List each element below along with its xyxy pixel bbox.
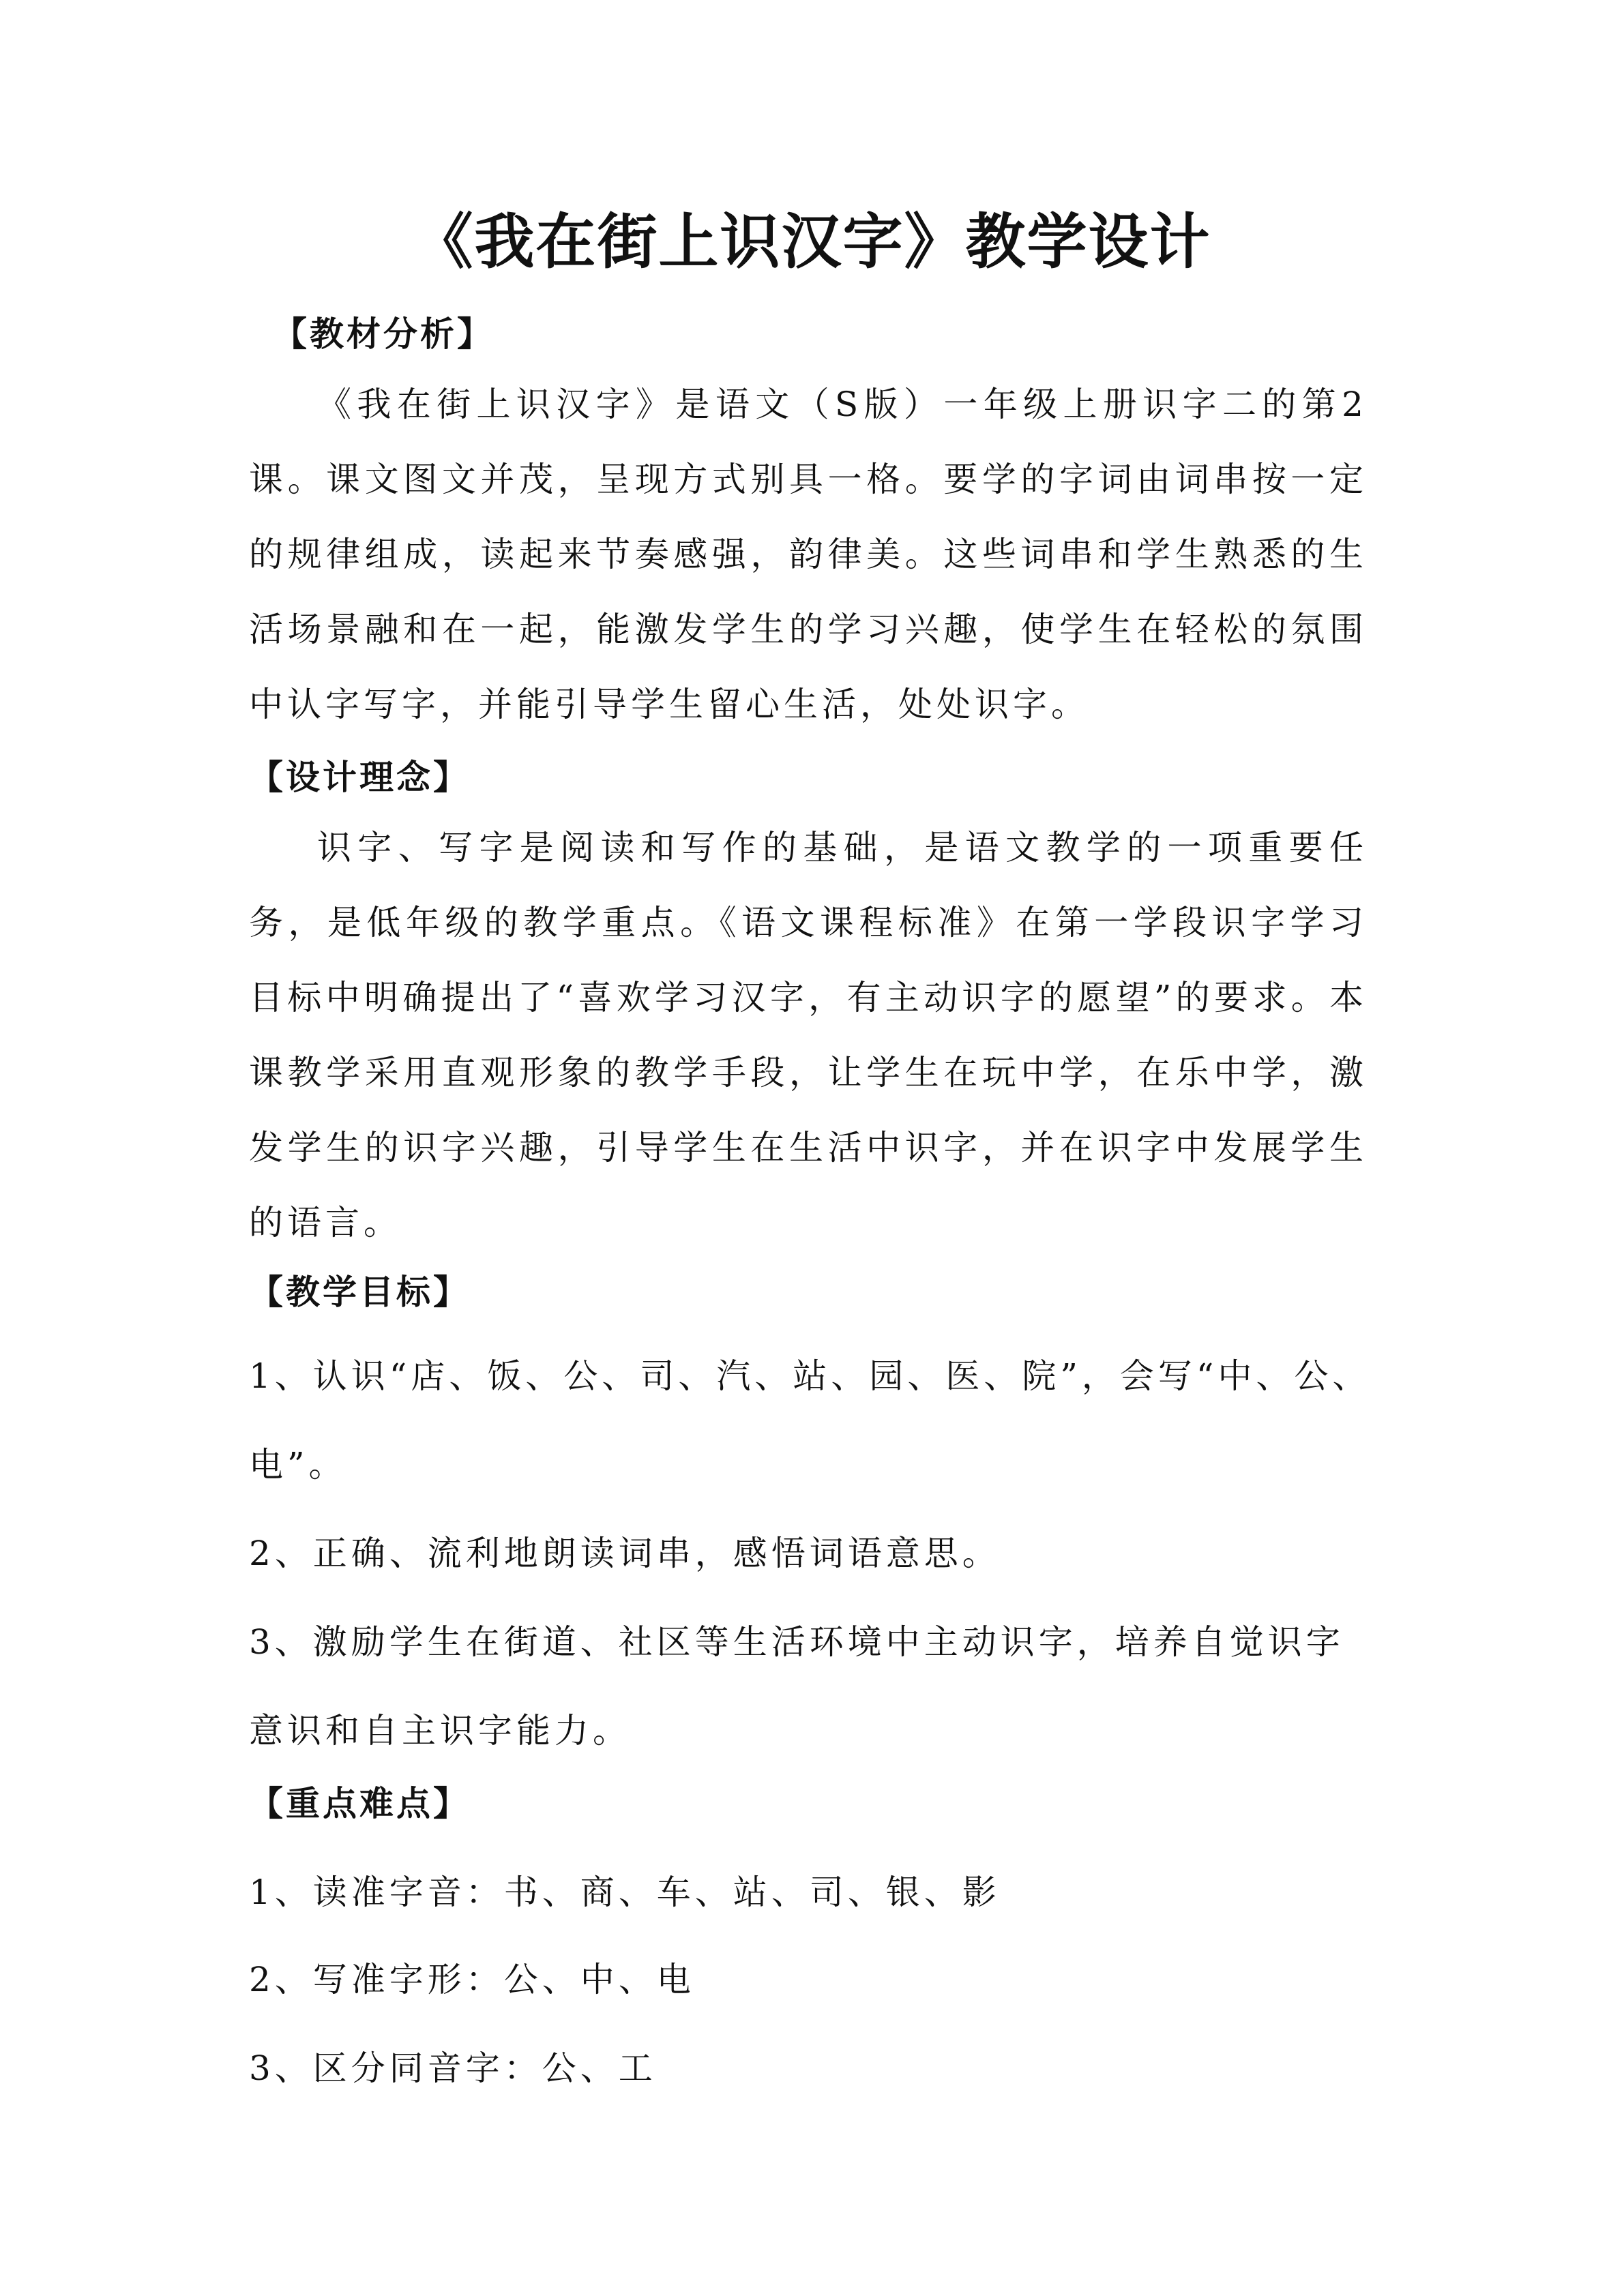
teaching-goal-item-3: 3、激励学生在街道、社区等生活环境中主动识字，培养自觉识字意识和自主识字能力。 (249, 1622, 1344, 1750)
document-title: 《我在街上识汉字》教学设计 (413, 207, 1211, 277)
teaching-goal-item-2: 2、正确、流利地朗读词串，感悟词语意思。 (249, 1534, 1001, 1573)
key-point-item-2: 2、写准字形：公、中、电 (249, 1960, 695, 1999)
paragraph-design-concept: 识字、写字是阅读和写作的基础，是语文教学的一项重要任务，是低年级的教学重点。《语文课程标准》在第一学段识字学习目标中明确提出了“喜欢学习汉字，有主动识字的愿望”的要求。本课教学采用直观形象的教学手段，让学生在玩中学，在乐中学，激发学生的识字兴趣，引导学生在生活中识字，并在识字中发展学生的语言。 (249, 828, 1368, 1242)
heading-material-analysis: 【教材分析】 (273, 314, 494, 354)
heading-key-points: 【重点难点】 (249, 1784, 470, 1823)
heading-design-concept: 【设计理念】 (249, 758, 470, 797)
heading-teaching-goals: 【教学目标】 (249, 1272, 470, 1312)
key-point-item-3: 3、区分同音字：公、工 (249, 2048, 657, 2088)
paragraph-material-analysis: 《我在街上识汉字》是语文（S版）一年级上册识字二的第2课。课文图文并茂，呈现方式别具一格。要学的字词由词串按一定的规律组成，读起来节奏感强，韵律美。这些词串和学生熟悉的生活场景融和在一起，能激发学生的学习兴趣，使学生在轻松的氛围中认字写字，并能引导学生留心生活，处处识字。 (249, 385, 1368, 724)
key-point-item-1: 1、读准字音：书、商、车、站、司、银、影 (249, 1873, 1001, 1912)
teaching-goal-item-1: 1、认识“店、饭、公、司、汽、站、园、医、院”，会写“中、公、电”。 (249, 1356, 1371, 1485)
